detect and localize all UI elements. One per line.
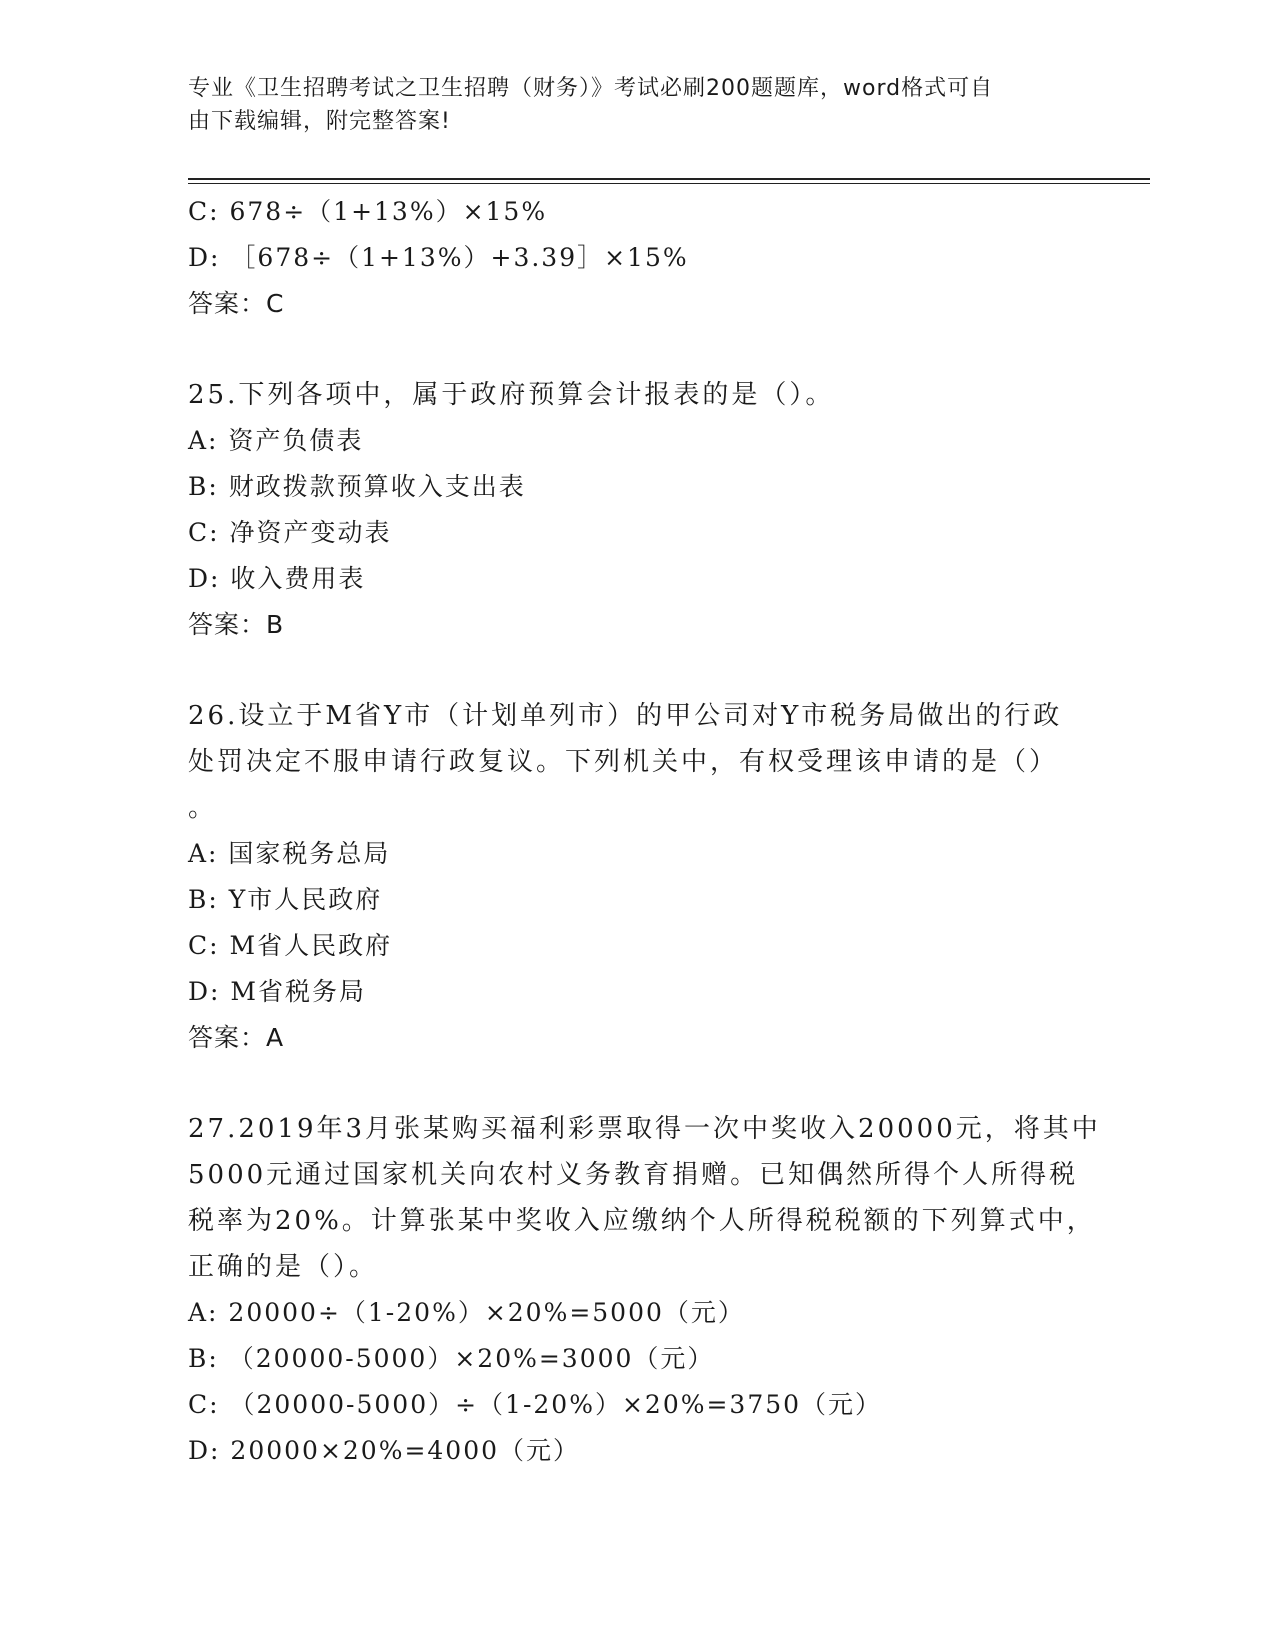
question-stem [188,1106,1101,1290]
option-b: B: 财政拨款预算收入支出表 [188,472,526,501]
option-d: D: 收入费用表 [188,564,366,593]
option-c: C: M省人民政府 [188,931,393,960]
option-d: D: ［678÷（1+13%）+3.39］×15% [188,243,689,272]
question-24-tail [188,189,1088,327]
question-stem-line: 5000元通过国家机关向农村义务教育捐赠。已知偶然所得个人所得税 [188,1160,1079,1190]
answer-label: 答案：A [188,1023,285,1052]
question-stem-line: 。 [188,793,218,823]
header-line-2: 由下载编辑，附完整答案! [188,109,451,134]
header-line-1: 专业《卫生招聘考试之卫生招聘（财务）》考试必刷200题题库，word格式可自 [188,76,994,101]
question-stem-line: 正确的是（）。 [188,1252,379,1282]
question-25 [188,372,1088,648]
answer-label: 答案：C [188,289,285,318]
option-c: C: 678÷（1+13%）×15% [188,197,548,226]
option-d: D: 20000×20%=4000（元） [188,1436,581,1465]
answer-label: 答案：B [188,610,285,639]
question-26 [188,693,1088,1061]
question-stem [188,693,1088,831]
header-divider-thick [188,178,1150,180]
option-a: A: 国家税务总局 [188,839,391,868]
option-c: C: （20000-5000）÷（1-20%）×20%=3750（元） [188,1390,883,1419]
question-27 [188,1106,1101,1474]
question-stem-line: 税率为20%。计算张某中奖收入应缴纳个人所得税税额的下列算式中， [188,1206,1096,1236]
question-stem: 25.下列各项中，属于政府预算会计报表的是（）。 [188,380,835,410]
option-d: D: M省税务局 [188,977,367,1006]
question-stem-line: 26.设立于M省Y市（计划单列市）的甲公司对Y市税务局做出的行政 [188,701,1063,731]
header-divider-thin [188,183,1150,184]
question-stem-line: 处罚决定不服申请行政复议。下列机关中，有权受理该申请的是（） [188,747,1059,777]
option-a: A: 资产负债表 [188,426,364,455]
option-a: A: 20000÷（1-20%）×20%=5000（元） [188,1298,745,1327]
option-b: B: Y市人民政府 [188,885,383,914]
question-stem-line: 27.2019年3月张某购买福利彩票取得一次中奖收入20000元，将其中 [188,1114,1101,1144]
document-body [188,189,1101,1474]
option-b: B: （20000-5000）×20%=3000（元） [188,1344,715,1373]
document-header [188,72,1068,138]
option-c: C: 净资产变动表 [188,518,392,547]
